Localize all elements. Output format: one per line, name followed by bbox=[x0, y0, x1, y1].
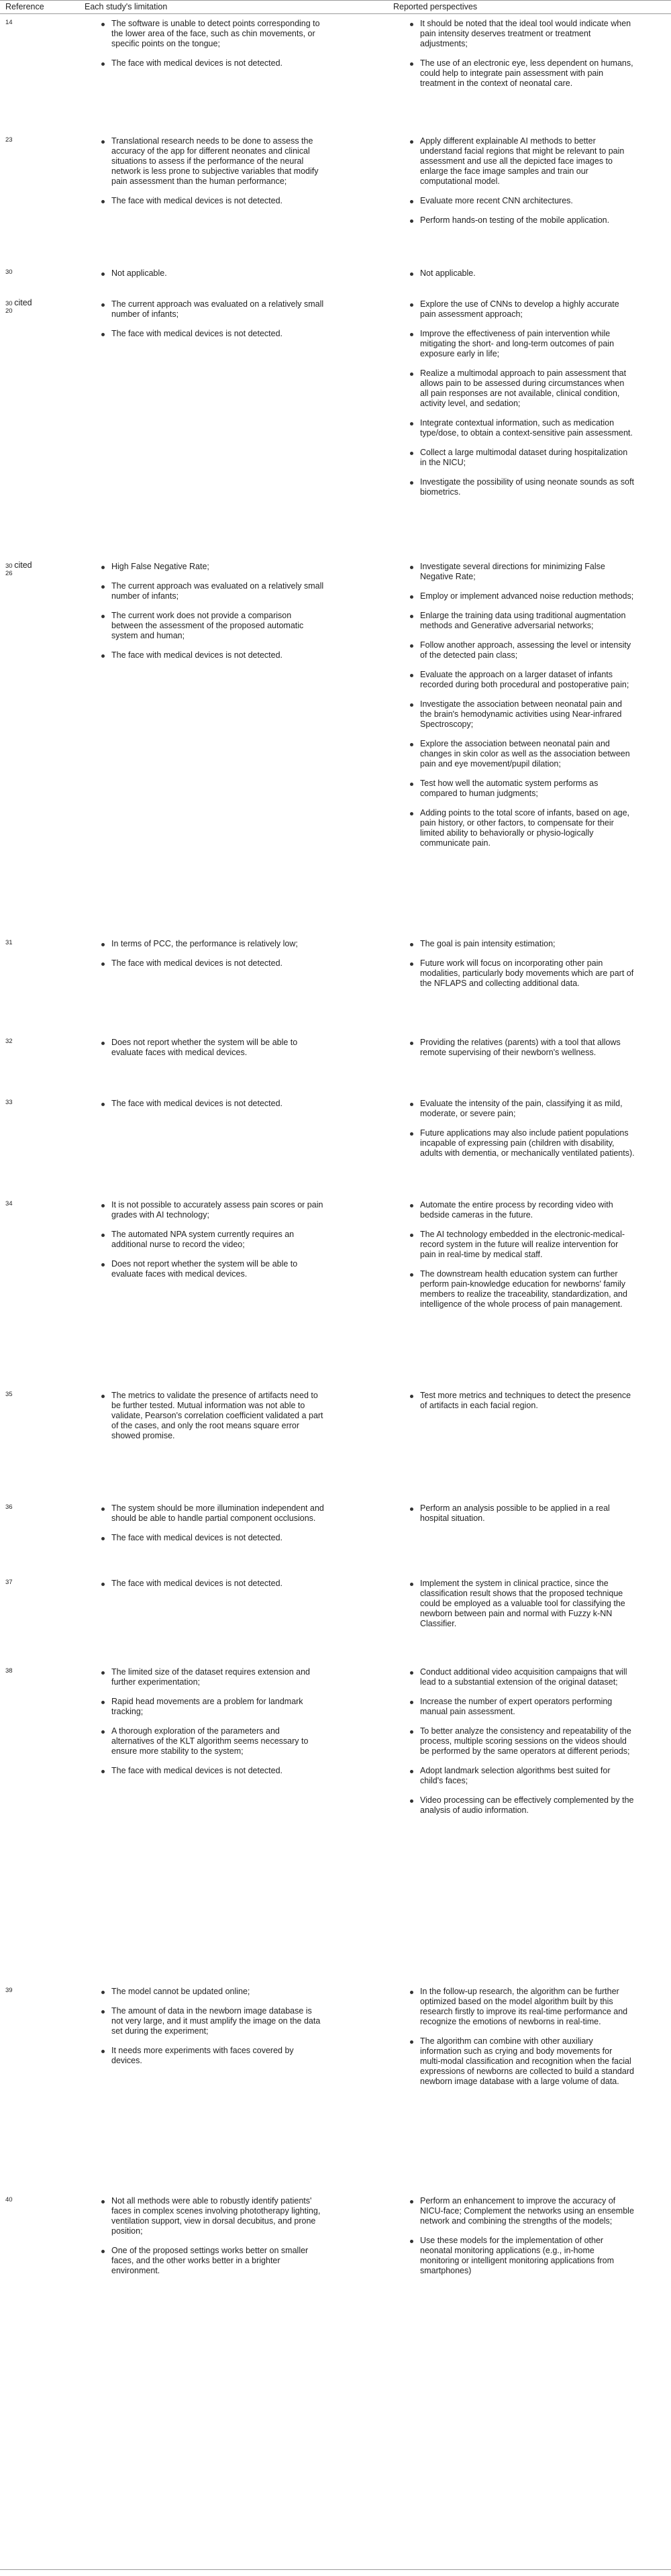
perspectives-list bbox=[393, 1503, 635, 1524]
limitation-item: The model cannot be updated online; bbox=[85, 1987, 325, 1997]
limitation-item: The face with medical devices is not detected. bbox=[85, 58, 325, 68]
perspective-item: Enlarge the training data using traditional augmentation methods and Generative adversarial networks; bbox=[393, 611, 635, 631]
reference-line bbox=[5, 19, 46, 26]
perspectives-cell bbox=[393, 1038, 635, 1067]
limitations-list bbox=[85, 136, 325, 206]
limitations-cell bbox=[85, 268, 325, 288]
limitations-list bbox=[85, 268, 325, 279]
limitations-list bbox=[85, 939, 325, 969]
header-reference: Reference bbox=[5, 2, 44, 11]
limitation-item: The face with medical devices is not detected. bbox=[85, 329, 325, 339]
perspectives-cell bbox=[393, 1200, 635, 1319]
limitations-list bbox=[85, 1391, 325, 1441]
reference-cell bbox=[5, 136, 46, 144]
limitations-list bbox=[85, 1987, 325, 2066]
perspective-item: The AI technology embedded in the electronic-medical-record system in the future will realize intervention for pain in real-time by medical staff. bbox=[393, 1230, 635, 1260]
reference-number: 30 bbox=[5, 300, 13, 307]
perspective-item: Explore the association between neonatal pain and changes in skin color as well as the association between pain and eye movement/pupil dilation; bbox=[393, 739, 635, 769]
limitation-item: In terms of PCC, the performance is relatively low; bbox=[85, 939, 325, 949]
perspectives-cell bbox=[393, 1667, 635, 1825]
limitations-cell bbox=[85, 1987, 325, 2075]
perspectives-list bbox=[393, 1038, 635, 1058]
perspectives-list bbox=[393, 136, 635, 226]
perspectives-list bbox=[393, 1579, 635, 1629]
limitations-cell bbox=[85, 562, 325, 670]
reference-cell bbox=[5, 1099, 46, 1106]
limitation-item: The metrics to validate the presence of artifacts need to be further tested. Mutual information was not able to validate, Pearson's correlation coefficient validated a part of the cases, and only the root means square error showed promise. bbox=[85, 1391, 325, 1441]
reference-line bbox=[5, 1038, 46, 1045]
perspective-item: Automate the entire process by recording video with bedside cameras in the future. bbox=[393, 1200, 635, 1220]
reference-number: 31 bbox=[5, 939, 13, 946]
limitations-list bbox=[85, 1503, 325, 1543]
reference-cell bbox=[5, 1200, 46, 1207]
reference-line bbox=[5, 1579, 46, 1586]
perspective-item: Investigate the association between neonatal pain and the brain's hemodynamic activities using Near-infrared Spectroscopy; bbox=[393, 699, 635, 730]
reference-number: 34 bbox=[5, 1200, 13, 1207]
reference-number: 30 bbox=[5, 562, 13, 570]
perspectives-cell bbox=[393, 1503, 635, 1533]
limitations-cell bbox=[85, 1503, 325, 1552]
limitation-item: Not all methods were able to robustly identify patients' faces in complex scenes involving phototherapy lighting, ventilation support, view in dorsal decubitus, and prone position; bbox=[85, 2196, 325, 2236]
limitation-item: The current work does not provide a comparison between the assessment of the proposed automatic system and human; bbox=[85, 611, 325, 641]
perspective-item: Implement the system in clinical practice, since the classification result shows that the proposed technique could be employed as a valuable tool for classifying the newborn between pain and normal with Fuzzy k-NN Classifier. bbox=[393, 1579, 635, 1629]
reference-line bbox=[5, 268, 46, 276]
limitation-item: The current approach was evaluated on a relatively small number of infants; bbox=[85, 299, 325, 319]
limitations-list bbox=[85, 299, 325, 339]
perspective-item: To better analyze the consistency and repeatability of the process, multiple scoring sessions on the videos should be performed by the same operators at different periods; bbox=[393, 1726, 635, 1756]
perspectives-list bbox=[393, 268, 635, 279]
reference-line bbox=[5, 1391, 46, 1398]
perspectives-cell bbox=[393, 2196, 635, 2285]
perspectives-list bbox=[393, 299, 635, 497]
perspectives-list bbox=[393, 1200, 635, 1309]
perspective-item: Explore the use of CNNs to develop a highly accurate pain assessment approach; bbox=[393, 299, 635, 319]
perspective-item: Conduct additional video acquisition campaigns that will lead to a substantial extension of the original dataset; bbox=[393, 1667, 635, 1687]
limitation-item: The face with medical devices is not detected. bbox=[85, 1579, 325, 1589]
reference-number: 23 bbox=[5, 136, 13, 144]
perspective-item: Use these models for the implementation of other neonatal monitoring applications (e.g., in-home monitoring or intelligent monitoring applications from smartphones) bbox=[393, 2236, 635, 2276]
perspective-item: Increase the number of expert operators performing manual pain assessment. bbox=[393, 1697, 635, 1717]
limitation-item: The automated NPA system currently requires an additional nurse to record the video; bbox=[85, 1230, 325, 1250]
limitation-item: A thorough exploration of the parameters and alternatives of the KLT algorithm seems necessary to ensure more stability to the system; bbox=[85, 1726, 325, 1756]
perspective-item: The goal is pain intensity estimation; bbox=[393, 939, 635, 949]
reference-cell bbox=[5, 1038, 46, 1045]
perspective-item: The use of an electronic eye, less dependent on humans, could help to integrate pain assessment with pain treatment in the context of neonatal care. bbox=[393, 58, 635, 89]
limitations-cell bbox=[85, 939, 325, 978]
perspectives-list bbox=[393, 1391, 635, 1411]
limitations-list bbox=[85, 1579, 325, 1589]
limitations-cell bbox=[85, 1200, 325, 1289]
limitation-item: Rapid head movements are a problem for landmark tracking; bbox=[85, 1697, 325, 1717]
perspective-item: Investigate the possibility of using neonate sounds as soft biometrics. bbox=[393, 477, 635, 497]
cited-label: cited bbox=[14, 560, 32, 570]
reference-cell bbox=[5, 2196, 46, 2203]
perspectives-cell bbox=[393, 268, 635, 288]
limitation-item: The face with medical devices is not detected. bbox=[85, 1533, 325, 1543]
perspectives-list bbox=[393, 1099, 635, 1158]
reference-line bbox=[5, 1099, 46, 1106]
perspective-item: Adopt landmark selection algorithms best suited for child's faces; bbox=[393, 1766, 635, 1786]
limitation-item: The system should be more illumination independent and should be able to handle partial component occlusions. bbox=[85, 1503, 325, 1524]
reference-number: 37 bbox=[5, 1579, 13, 1586]
limitations-cell bbox=[85, 299, 325, 348]
reference-line bbox=[5, 570, 46, 577]
limitations-cell bbox=[85, 2196, 325, 2285]
limitations-list bbox=[85, 1200, 325, 1279]
limitations-list bbox=[85, 562, 325, 660]
perspective-item: Future work will focus on incorporating other pain modalities, particularly body movements which are part of the NFLAPS and collecting additional data. bbox=[393, 958, 635, 989]
reference-number: 35 bbox=[5, 1391, 13, 1398]
perspectives-list bbox=[393, 562, 635, 848]
reference-cell bbox=[5, 1987, 46, 1994]
perspective-item: In the follow-up research, the algorithm can be further optimized based on the model algorithm built by this research firstly to improve its real-time performance and recognize the emotions of newborns in real-time. bbox=[393, 1987, 635, 2027]
limitations-list bbox=[85, 19, 325, 68]
perspective-item: Integrate contextual information, such as medication type/dose, to obtain a context-sensitive pain assessment. bbox=[393, 418, 635, 438]
limitation-item: High False Negative Rate; bbox=[85, 562, 325, 572]
perspective-item: Employ or implement advanced noise reduction methods; bbox=[393, 591, 635, 601]
limitation-item: The limited size of the dataset requires extension and further experimentation; bbox=[85, 1667, 325, 1687]
perspective-item: Future applications may also include patient populations incapable of expressing pain (children with disability, adults with dementia, or mechanically ventilated patients). bbox=[393, 1128, 635, 1158]
reference-cell bbox=[5, 939, 46, 946]
reference-line bbox=[5, 1987, 46, 1994]
perspective-item: Test more metrics and techniques to detect the presence of artifacts in each facial region. bbox=[393, 1391, 635, 1411]
perspective-item: Perform hands-on testing of the mobile application. bbox=[393, 215, 635, 226]
perspective-item: Not applicable. bbox=[393, 268, 635, 279]
perspectives-list bbox=[393, 1987, 635, 2087]
header-perspectives: Reported perspectives bbox=[393, 2, 478, 11]
perspective-item: The algorithm can combine with other auxiliary information such as crying and body movements for multi-modal classification and recognition when the facial expressions of newborns are collected to build a standard newborn image database with a large volume of data. bbox=[393, 2036, 635, 2087]
reference-number: 14 bbox=[5, 19, 13, 26]
limitations-list bbox=[85, 2196, 325, 2276]
limitations-cell bbox=[85, 1391, 325, 1450]
reference-line bbox=[5, 2196, 46, 2203]
table-top-rule bbox=[0, 0, 671, 1]
perspective-item: It should be noted that the ideal tool would indicate when pain intensity deserves treatment or treatment adjustments; bbox=[393, 19, 635, 49]
reference-cell bbox=[5, 299, 46, 315]
limitations-cell bbox=[85, 1667, 325, 1785]
limitation-item: Not applicable. bbox=[85, 268, 325, 279]
limitation-item: The software is unable to detect points corresponding to the lower area of the face, such as chin movements, or specific points on the tongue; bbox=[85, 19, 325, 49]
reference-cell bbox=[5, 268, 46, 276]
reference-cell bbox=[5, 19, 46, 26]
reference-cell bbox=[5, 562, 46, 577]
perspective-item: Test how well the automatic system performs as compared to human judgments; bbox=[393, 779, 635, 799]
limitation-item: The current approach was evaluated on a relatively small number of infants; bbox=[85, 581, 325, 601]
perspectives-cell bbox=[393, 1579, 635, 1638]
perspectives-cell bbox=[393, 19, 635, 98]
reference-line bbox=[5, 1200, 46, 1207]
perspectives-list bbox=[393, 939, 635, 989]
limitation-item: The face with medical devices is not detected. bbox=[85, 196, 325, 206]
perspective-item: Perform an analysis possible to be applied in a real hospital situation. bbox=[393, 1503, 635, 1524]
perspectives-cell bbox=[393, 939, 635, 998]
perspective-item: Realize a multimodal approach to pain assessment that allows pain to be assessed during circumstances when all pain responses are not available, clinical condition, activity level, and sedation; bbox=[393, 368, 635, 409]
perspectives-list bbox=[393, 1667, 635, 1816]
perspective-item: Adding points to the total score of infants, based on age, pain history, or other factors, to compensate for their limited ability to behaviorally or physio-logically communicate pain. bbox=[393, 808, 635, 848]
perspectives-list bbox=[393, 19, 635, 89]
reference-number: 32 bbox=[5, 1038, 13, 1045]
perspectives-cell bbox=[393, 1391, 635, 1420]
limitations-cell bbox=[85, 1038, 325, 1067]
perspectives-cell bbox=[393, 136, 635, 235]
reference-cell bbox=[5, 1667, 46, 1675]
limitation-item: Translational research needs to be done to assess the accuracy of the app for different neonates and clinical situations to assess if the performance of the neural network is less prone to subjective variables that modify pain assessment than the human performance; bbox=[85, 136, 325, 187]
perspective-item: Perform an enhancement to improve the accuracy of NICU-face; Complement the networks using an ensemble network and combining the strengths of the models; bbox=[393, 2196, 635, 2226]
perspective-item: Follow another approach, assessing the level or intensity of the detected pain class; bbox=[393, 640, 635, 660]
perspective-item: The downstream health education system can further perform pain-knowledge education for newborns' family members to realize the traceability, standardization, and intelligence of the whole process of pain management. bbox=[393, 1269, 635, 1309]
reference-number: 20 bbox=[5, 307, 13, 315]
reference-number: 30 bbox=[5, 268, 13, 276]
reference-number: 39 bbox=[5, 1987, 13, 1994]
perspectives-cell bbox=[393, 299, 635, 507]
limitations-list bbox=[85, 1667, 325, 1776]
perspective-item: Providing the relatives (parents) with a tool that allows remote supervising of their newborn's wellness. bbox=[393, 1038, 635, 1058]
limitations-cell bbox=[85, 1579, 325, 1598]
perspective-item: Evaluate more recent CNN architectures. bbox=[393, 196, 635, 206]
limitation-item: It needs more experiments with faces covered by devices. bbox=[85, 2046, 325, 2066]
perspectives-cell bbox=[393, 562, 635, 858]
reference-line bbox=[5, 136, 46, 144]
reference-number: 36 bbox=[5, 1503, 13, 1511]
reference-line bbox=[5, 562, 46, 570]
reference-number: 40 bbox=[5, 2196, 13, 2203]
reference-cell bbox=[5, 1579, 46, 1586]
limitations-cell bbox=[85, 1099, 325, 1118]
limitation-item: The face with medical devices is not detected. bbox=[85, 1766, 325, 1776]
limitation-item: One of the proposed settings works better on smaller faces, and the other works better in a brighter environment. bbox=[85, 2246, 325, 2276]
perspective-item: Evaluate the approach on a larger dataset of infants recorded during both procedural and postoperative pain; bbox=[393, 670, 635, 690]
perspectives-cell bbox=[393, 1099, 635, 1168]
reference-number: 38 bbox=[5, 1667, 13, 1675]
limitation-item: The face with medical devices is not detected. bbox=[85, 1099, 325, 1109]
reference-number: 26 bbox=[5, 570, 13, 577]
perspective-item: Improve the effectiveness of pain intervention while mitigating the short- and long-term outcomes of pain exposure early in life; bbox=[393, 329, 635, 359]
limitations-list bbox=[85, 1038, 325, 1058]
perspectives-list bbox=[393, 2196, 635, 2276]
limitations-cell bbox=[85, 19, 325, 78]
limitation-item: The face with medical devices is not detected. bbox=[85, 650, 325, 660]
reference-line bbox=[5, 939, 46, 946]
reference-cell bbox=[5, 1503, 46, 1511]
reference-line bbox=[5, 1667, 46, 1675]
limitation-item: Does not report whether the system will be able to evaluate faces with medical devices. bbox=[85, 1038, 325, 1058]
reference-line bbox=[5, 1503, 46, 1511]
reference-number: 33 bbox=[5, 1099, 13, 1106]
cited-label: cited bbox=[14, 298, 32, 307]
limitations-list bbox=[85, 1099, 325, 1109]
perspective-item: Video processing can be effectively complemented by the analysis of audio information. bbox=[393, 1795, 635, 1816]
limitations-cell bbox=[85, 136, 325, 215]
perspective-item: Investigate several directions for minimizing False Negative Rate; bbox=[393, 562, 635, 582]
header-limitation: Each study's limitation bbox=[85, 2, 168, 11]
perspective-item: Apply different explainable AI methods to better understand facial regions that might be relevant to pain assessment and use all the depicted face images to enlarge the face image samples and train our computational model. bbox=[393, 136, 635, 187]
limitation-item: The face with medical devices is not detected. bbox=[85, 958, 325, 969]
perspectives-cell bbox=[393, 1987, 635, 2096]
reference-line bbox=[5, 307, 46, 315]
reference-cell bbox=[5, 1391, 46, 1398]
table-bottom-rule bbox=[0, 2569, 671, 2570]
limitation-item: It is not possible to accurately assess pain scores or pain grades with AI technology; bbox=[85, 1200, 325, 1220]
limitation-item: The amount of data in the newborn image database is not very large, and it must amplify the image on the data set during the experiment; bbox=[85, 2006, 325, 2036]
table-header-rule bbox=[0, 13, 671, 14]
perspective-item: Collect a large multimodal dataset during hospitalization in the NICU; bbox=[393, 448, 635, 468]
reference-line bbox=[5, 299, 46, 307]
perspective-item: Evaluate the intensity of the pain, classifying it as mild, moderate, or severe pain; bbox=[393, 1099, 635, 1119]
limitation-item: Does not report whether the system will be able to evaluate faces with medical devices. bbox=[85, 1259, 325, 1279]
